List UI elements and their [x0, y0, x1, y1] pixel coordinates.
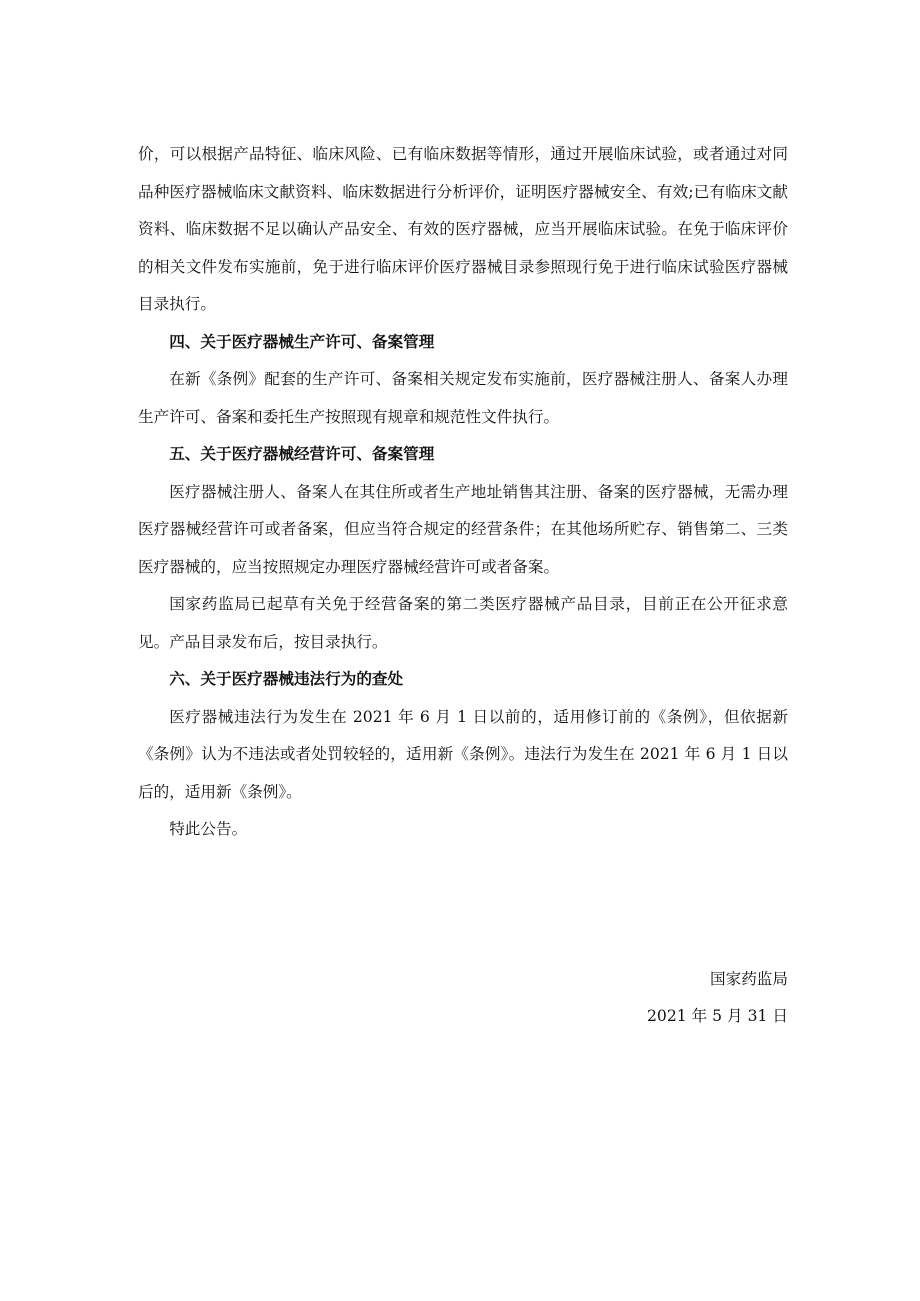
- section-5-paragraph-2: 国家药监局已起草有关免于经营备案的第二类医疗器械产品目录，目前正在公开征求意见。产品目录发布后，按目录执行。: [138, 595, 788, 651]
- intro-paragraph: 价，可以根据产品特征、临床风险、已有临床数据等情形，通过开展临床试验，或者通过对同品种医疗器械临床文献资料、临床数据进行分析评价，证明医疗器械安全、有效;已有临床文献资料、临床数据不足以确认产品安全、有效的医疗器械，应当开展临床试验。在免于临床评价的相关文件发布实施前，免于进行临床评价医疗器械目录参照现行免于进行临床试验医疗器械目录执行。: [138, 145, 788, 313]
- section-4-heading: 四、关于医疗器械生产许可、备案管理: [169, 332, 435, 351]
- section-6-heading: 六、关于医疗器械违法行为的查处: [169, 670, 404, 688]
- issue-date: 2021 年 5 月 31 日: [646, 1007, 788, 1025]
- section-4-paragraph: 在新《条例》配套的生产许可、备案相关规定发布实施前，医疗器械注册人、备案人办理生产许可、备案和委托生产按照现有规章和规范性文件执行。: [138, 370, 788, 426]
- section-5-heading: 五、关于医疗器械经营许可、备案管理: [169, 445, 435, 463]
- closing-text: 特此公告。: [169, 820, 248, 838]
- signature-spacer: [138, 849, 788, 961]
- section-5-paragraph-1: 医疗器械注册人、备案人在其住所或者生产地址销售其注册、备案的医疗器械，无需办理医疗器械经营许可或者备案，但应当符合规定的经营条件；在其他场所贮存、销售第二、三类医疗器械的，应当按照规定办理医疗器械经营许可或者备案。: [138, 482, 788, 576]
- issuer-name: 国家药监局: [710, 969, 788, 988]
- section-6-paragraph: 医疗器械违法行为发生在 2021 年 6 月 1 日以前的，适用修订前的《条例》，但依据新《条例》认为不违法或者处罚较轻的，适用新《条例》。违法行为发生在 2021 年 6 月 1 日以后的，适用新《条例》。: [138, 707, 788, 801]
- document-page: [138, 136, 788, 1036]
